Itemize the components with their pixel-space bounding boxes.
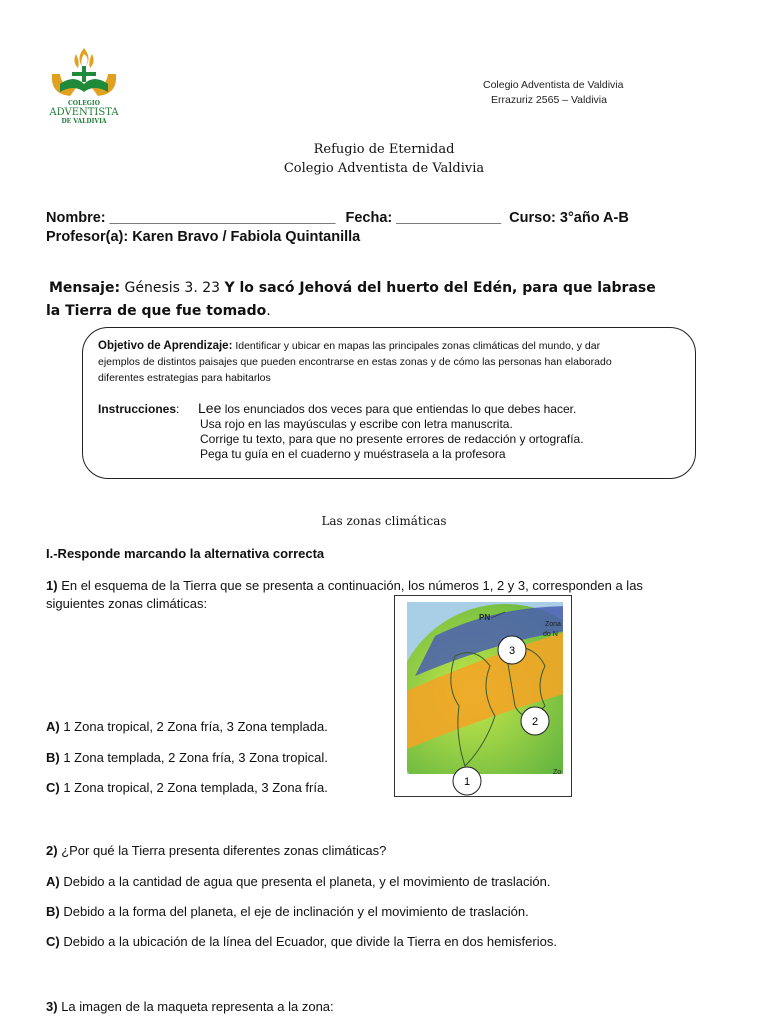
q1-stem <box>46 577 696 613</box>
q2-num: 2) <box>46 843 58 858</box>
q1-option-c[interactable] <box>46 779 328 797</box>
objetivo-label: Objetivo de Aprendizaje: <box>98 340 233 352</box>
student-row <box>46 210 629 226</box>
instrucciones-label: Instrucciones: <box>98 402 180 416</box>
curso-value: 3°año A-B <box>559 210 629 226</box>
fecha-label: Fecha: <box>345 210 393 226</box>
q1-option-a-text: 1 Zona tropical, 2 Zona fría, 3 Zona templada. <box>63 719 328 734</box>
pn-label: PN <box>479 613 491 622</box>
nombre-field[interactable]: ____________________________ <box>109 210 336 226</box>
q2-option-a[interactable] <box>46 873 550 891</box>
q1-option-c-letter: C) <box>46 780 60 795</box>
q1-option-b-letter: B) <box>46 750 60 765</box>
q2-option-c[interactable] <box>46 933 557 951</box>
logo-emblem-icon <box>46 44 122 104</box>
title-colegio: Colegio Adventista de Valdivia <box>283 161 485 176</box>
instr-lee: Lee <box>198 400 222 416</box>
instr-line3: Corrige tu texto, para que no presente errores de redacción y ortografía. <box>200 432 584 446</box>
mensaje-block: Mensaje: Génesis 3. 23 Y lo sacó Jehová del huerto del Edén, para que labrase la Tierra de que fue tomado. <box>46 280 656 319</box>
section-heading: I.-Responde marcando la alternativa correcta <box>46 546 325 561</box>
earth-zones-figure <box>394 595 572 797</box>
zone-label-top: Zona <box>545 621 561 628</box>
logo-line1: COLEGIO <box>68 100 100 107</box>
q1-option-a-letter: A) <box>46 719 60 734</box>
mensaje-ref: Génesis 3. 23 <box>124 280 221 296</box>
curso-label: Curso: <box>509 210 556 226</box>
logo-line2: ADVENTISTA <box>49 107 119 118</box>
title-refugio: Refugio de Eternidad <box>313 142 455 157</box>
q1-text2: siguientes zonas climáticas: <box>46 596 208 611</box>
q1-text1: En el esquema de la Tierra que se presenta a continuación, los números 1, 2 y 3, corresponden a las <box>61 578 643 593</box>
instrucciones-list <box>198 401 584 462</box>
logo-line3: DE VALDIVIA <box>61 118 107 125</box>
q2-text: ¿Por qué la Tierra presenta diferentes zonas climáticas? <box>61 843 387 858</box>
nombre-label: Nombre: <box>46 210 106 226</box>
school-address: Errazuriz 2565 – Valdivia <box>491 94 607 106</box>
objetivo-line1: Identificar y ubicar en mapas las principales zonas climáticas del mundo, y dar <box>235 340 601 352</box>
instr-line4: Pega tu guía en el cuaderno y muéstrasela a la profesora <box>200 447 506 461</box>
marker-1-label: 1 <box>463 776 471 788</box>
section-title: Las zonas climáticas <box>321 514 447 528</box>
q2-option-b-text: Debido a la forma del planeta, el eje de inclinación y el movimiento de traslación. <box>63 904 529 919</box>
globe-diagram <box>395 596 571 796</box>
q3-num: 3) <box>46 999 58 1014</box>
school-name: Colegio Adventista de Valdivia <box>483 79 624 91</box>
q2-option-c-letter: C) <box>46 934 60 949</box>
q1-option-c-text: 1 Zona tropical, 2 Zona templada, 3 Zona fría. <box>63 780 328 795</box>
objetivo-line2: ejemplos de distintos paisajes que pueden encontrarse en estas zonas y de cómo las personas han elaborado <box>98 356 612 368</box>
mensaje-text2: la Tierra de que fue tomado <box>46 303 267 319</box>
q2-option-a-text: Debido a la cantidad de agua que presenta el planeta, y el movimiento de traslación. <box>63 874 551 889</box>
q3-stem <box>46 998 334 1016</box>
q1-option-b-text: 1 Zona templada, 2 Zona fría, 3 Zona tropical. <box>63 750 328 765</box>
objetivo-text <box>98 338 668 386</box>
mensaje-label: Mensaje <box>49 280 115 296</box>
q2-option-b-letter: B) <box>46 904 60 919</box>
q3-text: La imagen de la maqueta representa a la zona: <box>61 999 334 1014</box>
q1-option-a[interactable] <box>46 718 328 736</box>
instrucciones-label-text: Instrucciones <box>98 402 177 416</box>
q2-option-c-text: Debido a la ubicación de la línea del Ecuador, que divide la Tierra en dos hemisferios. <box>63 934 557 949</box>
mensaje-text1: Y lo sacó Jehová del huerto del Edén, para que labrase <box>224 280 656 296</box>
marker-2-label: 2 <box>531 716 539 728</box>
q2-option-b[interactable] <box>46 903 529 921</box>
zone-label-bottom: Zo <box>553 769 562 776</box>
objetivo-line3: diferentes estrategias para habitarlos <box>98 372 271 384</box>
q2-stem <box>46 842 386 860</box>
profesor-line: Profesor(a): Karen Bravo / Fabiola Quintanilla <box>46 229 361 245</box>
q2-option-a-letter: A) <box>46 874 60 889</box>
marker-3-label: 3 <box>508 645 516 657</box>
instr-line1: los enunciados dos veces para que entiendas lo que debes hacer. <box>224 402 577 416</box>
school-info <box>483 78 623 108</box>
fecha-field[interactable]: _____________ <box>396 210 502 226</box>
q1-num: 1) <box>46 578 58 593</box>
school-logo <box>46 44 122 130</box>
q1-option-b[interactable] <box>46 749 328 767</box>
zone-label-top2: do N <box>543 631 558 638</box>
instr-line2: Usa rojo en las mayúsculas y escribe con letra manuscrita. <box>200 417 513 431</box>
